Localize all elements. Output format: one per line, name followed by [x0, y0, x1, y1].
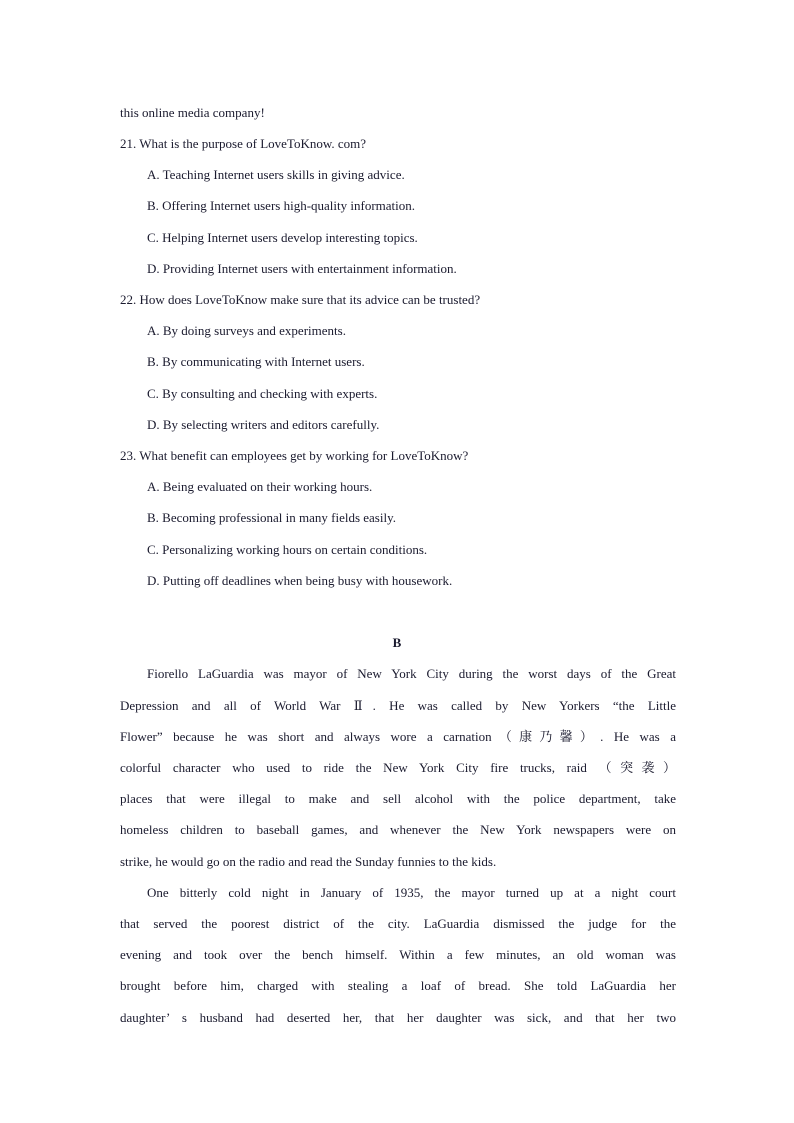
paragraph-1-line: homeless children to baseball games, and whenever the New York newspapers were on [120, 822, 676, 837]
paragraph-1-line: places that were illegal to make and sell alcohol with the police department, take [120, 791, 676, 806]
paragraph-2-line: daughter’ s husband had deserted her, that her daughter was sick, and that her two [120, 1010, 676, 1025]
paragraph-1-line: Fiorello LaGuardia was mayor of New York City during the worst days of the Great [147, 666, 676, 681]
question-23-option-c: C. Personalizing working hours on certain conditions. [147, 542, 428, 557]
question-22-stem: 22. How does LoveToKnow make sure that its advice can be trusted? [120, 292, 481, 307]
section-b-heading: B [392, 635, 402, 650]
question-22-option-d: D. By selecting writers and editors carefully. [147, 417, 380, 432]
question-23-option-d: D. Putting off deadlines when being busy with housework. [147, 573, 453, 588]
intro-tail-line: this online media company! [120, 105, 265, 120]
question-21-option-a: A. Teaching Internet users skills in giving advice. [147, 167, 405, 182]
question-22-option-b: B. By communicating with Internet users. [147, 354, 365, 369]
paragraph-2-line: One bitterly cold night in January of 1935, the mayor turned up at a night court [147, 885, 676, 900]
question-22-option-a: A. By doing surveys and experiments. [147, 323, 346, 338]
question-21-stem: 21. What is the purpose of LoveToKnow. com? [120, 136, 367, 151]
paragraph-2-line: evening and took over the bench himself. Within a few minutes, an old woman was [120, 947, 676, 962]
paragraph-2-line: brought before him, charged with stealing a loaf of bread. She told LaGuardia her [120, 978, 676, 993]
question-22-option-c: C. By consulting and checking with experts. [147, 386, 378, 401]
paragraph-1-line: Depression and all of World War Ⅱ. He was called by New Yorkers “the Little [120, 698, 676, 713]
paragraph-1-line: Flower” because he was short and always wore a carnation（康乃馨）. He was a [120, 729, 676, 744]
question-23-option-a: A. Being evaluated on their working hours. [147, 479, 373, 494]
question-21-option-b: B. Offering Internet users high-quality information. [147, 198, 416, 213]
paragraph-1-line: colorful character who used to ride the New York City fire trucks, raid （突袭） [120, 760, 676, 775]
paragraph-1-line: strike, he would go on the radio and read the Sunday funnies to the kids. [120, 854, 497, 869]
question-23-option-b: B. Becoming professional in many fields easily. [147, 510, 396, 525]
paragraph-2-line: that served the poorest district of the city. LaGuardia dismissed the judge for the [120, 916, 676, 931]
question-21-option-c: C. Helping Internet users develop interesting topics. [147, 230, 418, 245]
question-21-option-d: D. Providing Internet users with entertainment information. [147, 261, 457, 276]
question-23-stem: 23. What benefit can employees get by working for LoveToKnow? [120, 448, 469, 463]
